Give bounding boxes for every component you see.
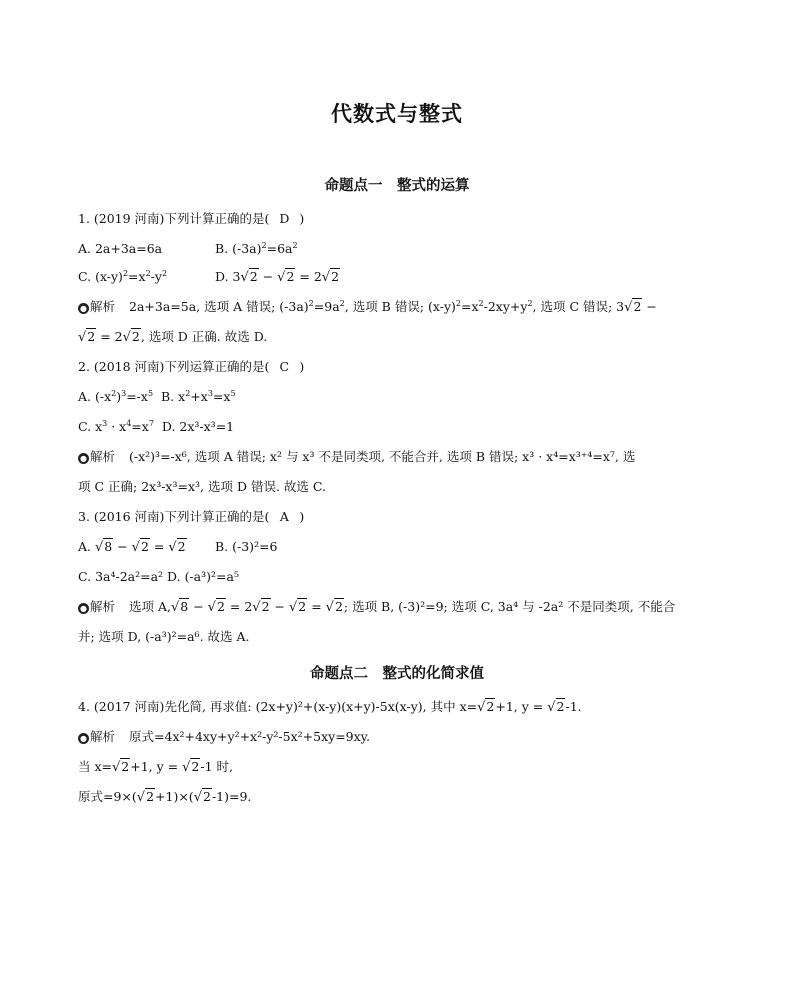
question-4-analysis-line-1: ● 解析 原式=4x²+4xy+y²+x²-y²-5x²+5xy=9xy. [80, 729, 371, 744]
question-4-stem: 4. (2017 河南)先化简, 再求值: (2x+y)²+(x-y)(x+y)-5x(x-y), 其中 x=√2+1, y = √2-1. [78, 699, 582, 715]
question-2-options-ab: A. $(-x^2)^3=-x^5$ B. $x^2+x^3=x^5$ [78, 389, 236, 404]
question-1-option-b: B. $(-3a)^2=6a^2$ [215, 241, 298, 256]
section-heading-2: 命题点二 整式的化简求值 [310, 666, 484, 682]
question-2-answer: C [279, 359, 290, 374]
question-3-option-a: A. √8 − √2 = √2 [78, 539, 186, 555]
question-3-analysis-line-1: ● 解析 选项 A,√8 − √2 = 2√2 − √2 = √2; 选项 B, (-3)²=9; 选项 C, 3a⁴ 与 -2a² 不是同类项, 不能合 [80, 599, 676, 615]
question-1-stem: 1. (2019 河南)下列计算正确的是( D ) [78, 211, 305, 226]
analysis-marker-icon: ● [78, 733, 89, 744]
question-2-options-cd: C. $x^3 \cdot x^4=x^7$ D. 2x³-x³=1 [78, 419, 235, 434]
analysis-marker-icon: ● [78, 603, 89, 614]
page-title: 代数式与整式 [331, 102, 463, 126]
question-1-option-a: A. 2a+3a=6a [78, 241, 163, 256]
question-1-answer: D [279, 211, 290, 226]
question-3-stem: 3. (2016 河南)下列计算正确的是( A ) [78, 509, 305, 524]
question-1-analysis-line-2: √2 = 2√2, 选项 D 正确. 故选 D. [78, 329, 268, 345]
question-4-analysis-line-3: 原式=9×(√2+1)×(√2-1)=9. [78, 789, 252, 805]
analysis-marker-icon: ● [78, 303, 89, 314]
question-3-answer: A [279, 509, 289, 524]
question-4-analysis-line-2: 当 x=√2+1, y = √2-1 时, [78, 759, 233, 775]
question-3-option-b: B. (-3)²=6 [215, 539, 278, 554]
question-1-analysis-line-1: ● 解析 2a+3a=5a, 选项 A 错误; $(-3a)^2=9a^2$, 选项 B 错误; $(x-y)^2=x^2-2xy+y^2$, 选项 C 错误; 3√2 − [80, 299, 657, 315]
question-3-options-cd: C. 3a⁴-2a²=a² D. (-a³)²=a⁵ [78, 569, 239, 584]
question-1-option-c: C. $(x-y)^2=x^2-y^2$ [78, 269, 168, 284]
question-3-analysis-line-2: 并; 选项 D, (-a³)²=a⁶. 故选 A. [78, 629, 250, 644]
question-2-analysis-line-1: ● 解析 (-x²)³=-x⁶, 选项 A 错误; x² 与 x³ 不是同类项, 不能合并, 选项 B 错误; x³ · x⁴=x³⁺⁴=x⁷, 选 [80, 449, 636, 464]
section-heading-1: 命题点一 整式的运算 [324, 178, 470, 194]
analysis-marker-icon: ● [78, 453, 89, 464]
question-2-analysis-line-2: 项 C 正确; 2x³-x³=x³, 选项 D 错误. 故选 C. [78, 479, 326, 494]
question-1-option-d: D. 3√2 − √2 = 2√2 [215, 269, 340, 285]
question-2-stem: 2. (2018 河南)下列运算正确的是( C ) [78, 359, 305, 374]
